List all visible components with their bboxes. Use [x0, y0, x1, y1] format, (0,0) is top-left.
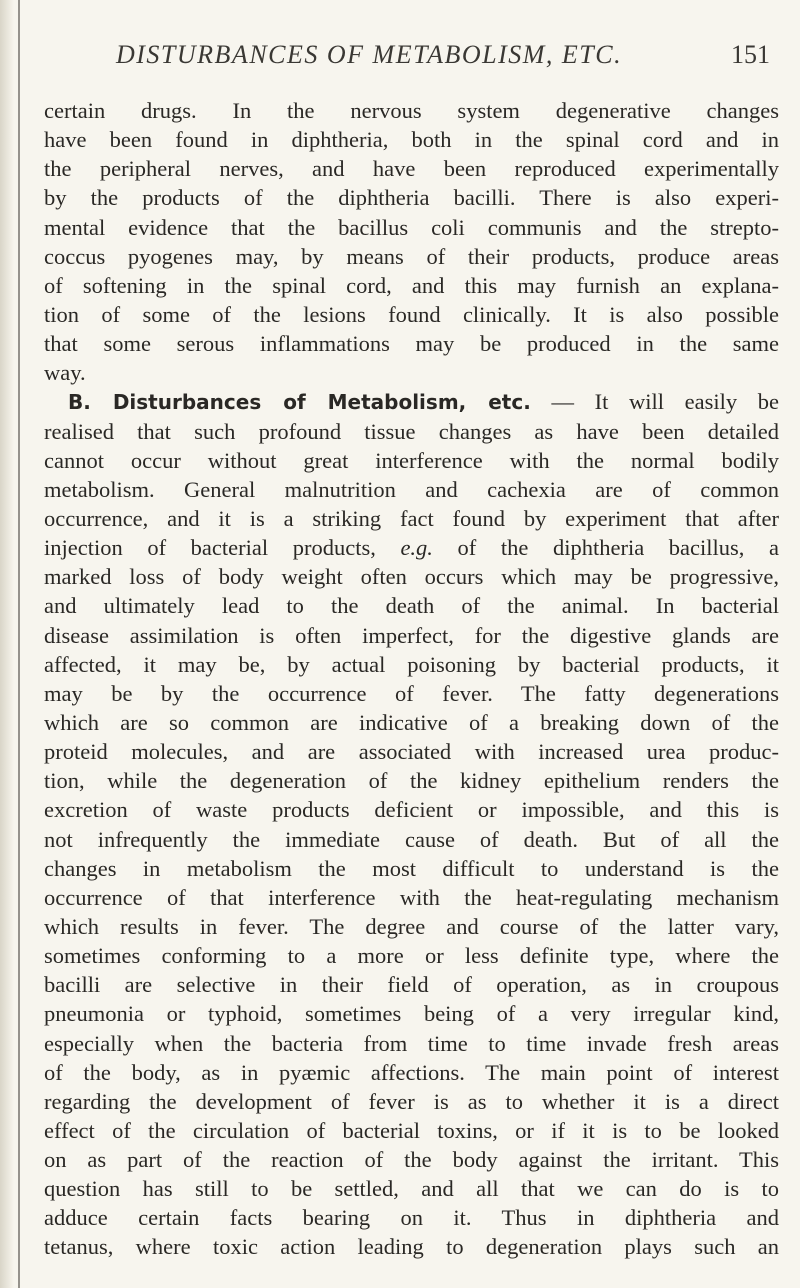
text-line: [44, 1232, 779, 1261]
text-line: [44, 125, 779, 154]
body-text: [44, 96, 779, 1262]
text-run: certain drugs. In the nervous system degenerative changes: [44, 98, 779, 123]
text-line: [44, 999, 779, 1028]
text-line: [44, 96, 779, 125]
text-run: affected, it may be, by actual poisoning by bacterial products, it: [44, 651, 779, 677]
text-run: injection of bacterial products,: [44, 535, 401, 561]
text-line: [44, 533, 779, 562]
text-run: regarding the development of fever is as to whether it is a direct: [44, 1088, 779, 1114]
text-line: [44, 1058, 779, 1087]
text-run: on as part of the reaction of the body against the irritant. This: [44, 1147, 779, 1173]
text-run: and ultimately lead to the death of the animal. In bacterial: [44, 593, 779, 619]
text-line: [44, 679, 779, 708]
running-head: [110, 40, 770, 80]
text-line: [44, 242, 779, 271]
text-run: proteid molecules, and are associated with increased urea produc-: [44, 739, 779, 765]
text-line: [44, 766, 779, 795]
section-heading-line: [44, 387, 779, 416]
text-line: [44, 795, 779, 824]
text-line: [44, 621, 779, 650]
text-run: mental evidence that the bacillus coli communis and the strepto-: [44, 214, 779, 240]
text-run: cannot occur without great interference with the normal bodily: [44, 447, 779, 473]
text-line: [44, 475, 779, 504]
text-run: metabolism. General malnutrition and cachexia are of common: [44, 476, 779, 502]
text-run: tion, while the degeneration of the kidney epithelium renders the: [44, 768, 779, 794]
text-line: [44, 941, 779, 970]
text-line: [44, 912, 779, 941]
text-line: [44, 708, 779, 737]
text-run: tion of some of the lesions found clinically. It is also possible: [44, 301, 779, 327]
text-run: pneumonia or typhoid, sometimes being of a very irregular kind,: [44, 1001, 779, 1027]
binding-edge: [0, 0, 14, 1288]
text-run: not infrequently the immediate cause of death. But of all the: [44, 826, 779, 852]
text-run: which are so common are indicative of a breaking down of the: [44, 709, 779, 735]
text-run: excretion of waste products deficient or impossible, and this is: [44, 797, 779, 823]
text-line: [44, 1029, 779, 1058]
text-line: [44, 1116, 779, 1145]
text-line: [44, 1087, 779, 1116]
text-run: effect of the circulation of bacterial toxins, or if it is to be looked: [44, 1117, 779, 1143]
text-run: question has still to be settled, and all that we can do is to: [44, 1176, 779, 1202]
text-line: [44, 417, 779, 446]
text-run: occurrence of that interference with the heat-regulating mechanism: [44, 884, 779, 910]
text-run: — It will easily be: [530, 389, 780, 415]
text-line: [44, 504, 779, 533]
section-heading: B. Disturbances of Metabolism, etc.: [68, 390, 531, 415]
text-run: tetanus, where toxic action leading to degeneration plays such an: [44, 1234, 779, 1260]
italic-run: e.g.: [400, 535, 433, 561]
text-line: [44, 271, 779, 300]
text-line: [44, 213, 779, 242]
text-run: disease assimilation is often imperfect, for the digestive glands are: [44, 622, 779, 648]
text-run: of softening in the spinal cord, and this may furnish an explana-: [44, 272, 779, 298]
text-run: of the diphtheria bacillus, a: [432, 535, 779, 561]
text-run: especially when the bacteria from time to time invade fresh areas: [44, 1030, 779, 1056]
text-line: [44, 300, 779, 329]
text-line: [44, 737, 779, 766]
text-line: [44, 825, 779, 854]
text-line: [44, 970, 779, 999]
text-line: [44, 1203, 779, 1232]
text-run: occurrence, and it is a striking fact found by experiment that after: [44, 505, 779, 531]
text-line: [44, 650, 779, 679]
text-line: [44, 446, 779, 475]
text-line: [44, 1145, 779, 1174]
text-run: may be by the occurrence of fever. The fatty degenerations: [44, 680, 779, 706]
text-line: [44, 154, 779, 183]
text-line: [44, 1174, 779, 1203]
text-run: marked loss of body weight often occurs which may be progressive,: [44, 564, 779, 590]
text-run: which results in fever. The degree and course of the latter vary,: [44, 913, 779, 939]
binding-line: [18, 0, 20, 1288]
text-run: adduce certain facts bearing on it. Thus in diphtheria and: [44, 1205, 779, 1231]
text-run: that some serous inflammations may be produced in the same: [44, 331, 779, 357]
text-run: by the products of the diphtheria bacilli. There is also experi-: [44, 185, 779, 211]
text-line: [44, 854, 779, 883]
text-line: [44, 358, 779, 387]
text-line: [44, 562, 779, 591]
text-line: [44, 183, 779, 212]
text-run: way.: [44, 360, 86, 386]
text-run: changes in metabolism the most difficult to understand is the: [44, 855, 779, 881]
text-run: coccus pyogenes may, by means of their products, produce areas: [44, 243, 779, 269]
running-title: DISTURBANCES OF METABOLISM, ETC.: [116, 40, 623, 69]
text-line: [44, 883, 779, 912]
text-run: sometimes conforming to a more or less definite type, where the: [44, 943, 779, 969]
text-run: realised that such profound tissue changes as have been detailed: [44, 418, 779, 444]
text-run: have been found in diphtheria, both in the spinal cord and in: [44, 127, 779, 153]
text-run: bacilli are selective in their field of operation, as in croupous: [44, 972, 779, 998]
text-run: the peripheral nerves, and have been reproduced experimentally: [44, 156, 779, 182]
text-line: [44, 329, 779, 358]
text-line: [44, 591, 779, 620]
page-number: 151: [731, 40, 770, 69]
text-run: of the body, as in pyæmic affections. The main point of interest: [44, 1059, 779, 1085]
